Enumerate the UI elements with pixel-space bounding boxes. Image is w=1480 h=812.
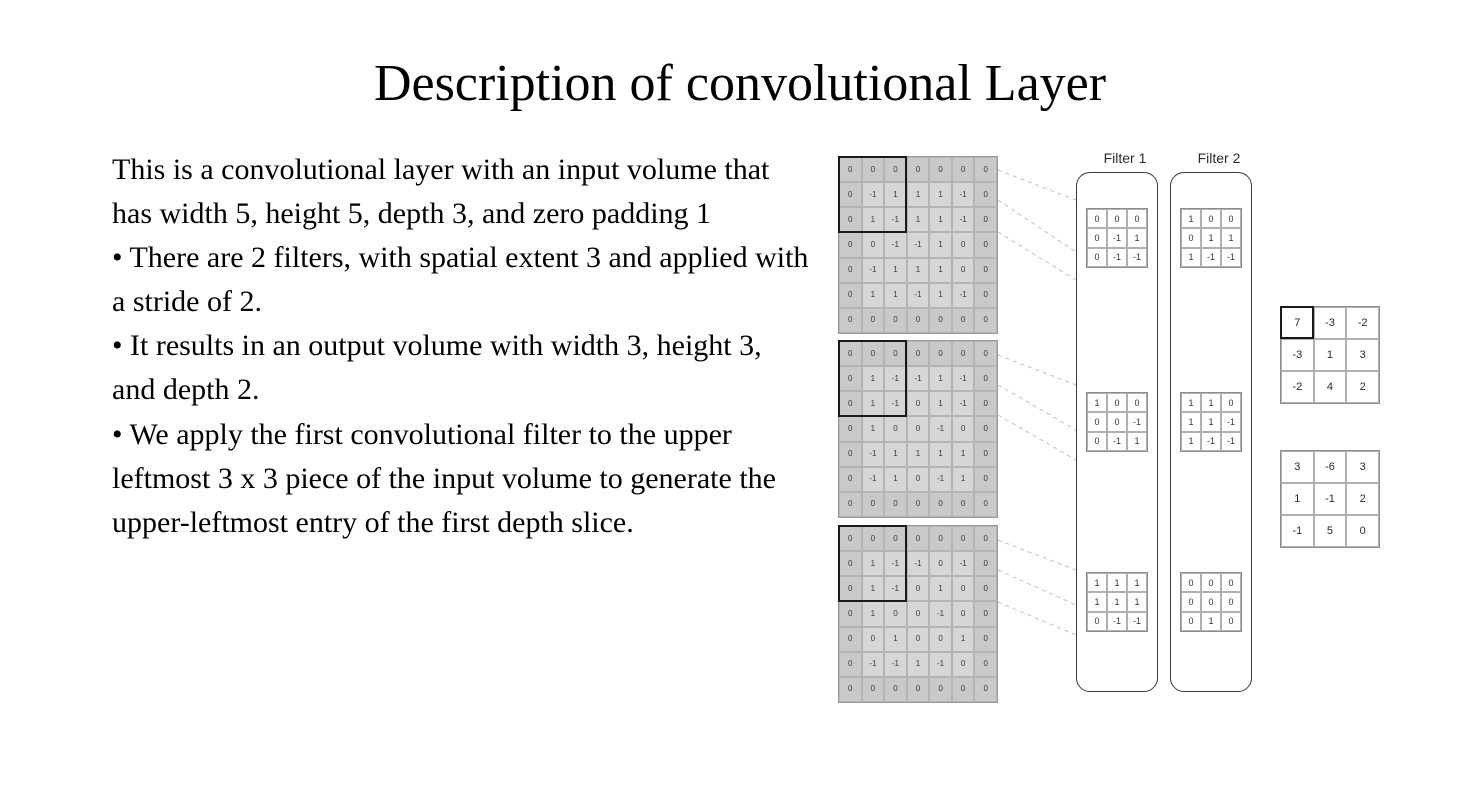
grid-cell: 0: [974, 182, 997, 207]
grid-cell: 1: [1181, 248, 1201, 267]
grid-cell: 0: [862, 677, 885, 702]
grid-cell: 0: [907, 308, 930, 333]
grid-cell: -1: [1221, 412, 1241, 431]
grid-cell: 0: [907, 526, 930, 551]
grid-cell: 1: [884, 283, 907, 308]
grid-cell: 0: [1087, 412, 1107, 431]
grid-cell: 0: [862, 526, 885, 551]
grid-cell: 0: [884, 157, 907, 182]
page-title: Description of convolutional Layer: [373, 55, 1107, 112]
grid-cell: 0: [952, 576, 975, 601]
grid-cell: -2: [1346, 307, 1379, 339]
grid-cell: -1: [862, 467, 885, 492]
grid-cell: -1: [1281, 515, 1314, 547]
grid-cell: 1: [884, 258, 907, 283]
output-slice-1: [1280, 450, 1380, 548]
grid-cell: 0: [1221, 612, 1241, 631]
grid-cell: 1: [929, 207, 952, 232]
grid-cell: 0: [839, 232, 862, 257]
grid-cell: 4: [1314, 371, 1347, 403]
filter1-kernel-1: [1086, 392, 1148, 452]
grid-cell: 0: [839, 258, 862, 283]
grid-cell: 1: [929, 442, 952, 467]
grid-cell: -3: [1314, 307, 1347, 339]
grid-cell: 0: [1087, 209, 1107, 228]
grid-cell: 0: [839, 341, 862, 366]
grid-cell: 1: [929, 576, 952, 601]
grid-cell: 0: [839, 283, 862, 308]
grid-cell: 2: [1346, 483, 1379, 515]
grid-cell: 0: [952, 232, 975, 257]
grid-cell: 1: [929, 258, 952, 283]
input-slice-1: [838, 340, 998, 518]
grid-cell: 0: [1221, 592, 1241, 611]
grid-cell: 0: [907, 627, 930, 652]
grid-cell: 1: [1127, 573, 1147, 592]
input-slice-1-grid: [838, 340, 998, 518]
grid-cell: 0: [884, 526, 907, 551]
grid-cell: 1: [1314, 339, 1347, 371]
grid-cell: 0: [862, 627, 885, 652]
grid-cell: 0: [929, 341, 952, 366]
grid-cell: 0: [929, 308, 952, 333]
grid-cell: -1: [907, 232, 930, 257]
grid-cell: 1: [1087, 592, 1107, 611]
grid-cell: -1: [862, 442, 885, 467]
grid-cell: 0: [1127, 393, 1147, 412]
grid-cell: 7: [1281, 307, 1314, 339]
grid-cell: 0: [839, 492, 862, 517]
grid-cell: 0: [839, 366, 862, 391]
grid-cell: 0: [907, 416, 930, 441]
grid-cell: 0: [884, 601, 907, 626]
grid-cell: -1: [1107, 432, 1127, 451]
grid-cell: 0: [974, 467, 997, 492]
grid-cell: -6: [1314, 451, 1347, 483]
input-slice-0-grid: [838, 156, 998, 334]
grid-cell: -1: [952, 182, 975, 207]
grid-cell: 1: [1107, 573, 1127, 592]
grid-cell: 0: [952, 601, 975, 626]
grid-cell: -1: [907, 283, 930, 308]
grid-cell: 1: [952, 467, 975, 492]
grid-cell: 0: [929, 677, 952, 702]
grid-cell: 1: [1201, 393, 1221, 412]
grid-cell: 0: [1221, 393, 1241, 412]
grid-cell: 0: [862, 341, 885, 366]
grid-cell: 0: [1087, 612, 1107, 631]
body-paragraph-3: • It results in an output volume with width 3, height 3, and depth 2.: [112, 329, 762, 407]
grid-cell: 3: [1346, 451, 1379, 483]
grid-cell: 0: [839, 601, 862, 626]
grid-cell: 1: [1181, 393, 1201, 412]
grid-cell: 0: [952, 652, 975, 677]
grid-cell: -1: [929, 601, 952, 626]
filter-2-label: Filter 2: [1197, 150, 1241, 166]
grid-cell: 0: [862, 492, 885, 517]
grid-cell: 0: [974, 442, 997, 467]
grid-cell: 1: [929, 391, 952, 416]
grid-cell: 0: [839, 207, 862, 232]
grid-cell: 0: [1087, 228, 1107, 247]
grid-cell: 1: [907, 207, 930, 232]
body-text: [112, 148, 812, 545]
grid-cell: 0: [1221, 573, 1241, 592]
grid-cell: 0: [839, 551, 862, 576]
body-paragraph-1: This is a convolutional layer with an input volume that has width 5, height 5, depth 3, and zero padding 1: [112, 153, 770, 231]
grid-cell: -1: [1221, 248, 1241, 267]
grid-cell: 0: [1087, 432, 1107, 451]
grid-cell: 0: [974, 551, 997, 576]
grid-cell: 0: [974, 232, 997, 257]
grid-cell: 1: [884, 627, 907, 652]
grid-cell: 0: [1107, 209, 1127, 228]
grid-cell: -1: [952, 366, 975, 391]
grid-cell: 1: [1201, 228, 1221, 247]
filter2-kernel-0: [1180, 208, 1242, 268]
grid-cell: 0: [1181, 592, 1201, 611]
grid-cell: -1: [1221, 432, 1241, 451]
filter-1-label: Filter 1: [1103, 150, 1147, 166]
grid-cell: -1: [1107, 612, 1127, 631]
grid-cell: 0: [907, 601, 930, 626]
grid-cell: 0: [974, 492, 997, 517]
grid-cell: 0: [907, 157, 930, 182]
grid-cell: -1: [1127, 612, 1147, 631]
grid-cell: 1: [1181, 432, 1201, 451]
grid-cell: 0: [884, 341, 907, 366]
grid-cell: 0: [974, 576, 997, 601]
grid-cell: 0: [1181, 612, 1201, 631]
grid-cell: 5: [1314, 515, 1347, 547]
grid-cell: 0: [952, 526, 975, 551]
grid-cell: 0: [907, 677, 930, 702]
grid-cell: -1: [1127, 412, 1147, 431]
grid-cell: -1: [929, 467, 952, 492]
grid-cell: 0: [907, 576, 930, 601]
grid-cell: -2: [1281, 371, 1314, 403]
grid-cell: -1: [952, 283, 975, 308]
grid-cell: 1: [1127, 228, 1147, 247]
grid-cell: 0: [952, 157, 975, 182]
grid-cell: 1: [862, 416, 885, 441]
grid-cell: -1: [952, 551, 975, 576]
grid-cell: 1: [1281, 483, 1314, 515]
grid-cell: -1: [952, 207, 975, 232]
grid-cell: 3: [1281, 451, 1314, 483]
grid-cell: 0: [974, 341, 997, 366]
input-slice-2-grid: [838, 525, 998, 703]
grid-cell: 0: [1107, 393, 1127, 412]
filter1-kernel-2: [1086, 572, 1148, 632]
grid-cell: 1: [929, 366, 952, 391]
grid-cell: 1: [1201, 412, 1221, 431]
body-paragraph-4: • We apply the first convolutional filter to the upper leftmost 3 x 3 piece of the input volume to generate the upper-leftmost entry of the first depth slice.: [112, 417, 776, 539]
grid-cell: 1: [862, 576, 885, 601]
grid-cell: -3: [1281, 339, 1314, 371]
grid-cell: 1: [862, 283, 885, 308]
grid-cell: 1: [907, 182, 930, 207]
grid-cell: 0: [952, 258, 975, 283]
grid-cell: 0: [839, 182, 862, 207]
grid-cell: 0: [1201, 573, 1221, 592]
grid-cell: 0: [952, 341, 975, 366]
grid-cell: 0: [1201, 209, 1221, 228]
grid-cell: 0: [974, 157, 997, 182]
grid-cell: 0: [1201, 592, 1221, 611]
grid-cell: 0: [929, 157, 952, 182]
grid-cell: 1: [929, 283, 952, 308]
grid-cell: 0: [884, 308, 907, 333]
grid-cell: -1: [929, 416, 952, 441]
grid-cell: 0: [974, 627, 997, 652]
grid-cell: 0: [1346, 515, 1379, 547]
grid-cell: -1: [862, 182, 885, 207]
grid-cell: 1: [862, 601, 885, 626]
grid-cell: 0: [839, 576, 862, 601]
grid-cell: 1: [862, 207, 885, 232]
grid-cell: 1: [1181, 412, 1201, 431]
input-slice-0: [838, 156, 998, 334]
grid-cell: 1: [1107, 592, 1127, 611]
grid-cell: 0: [839, 677, 862, 702]
grid-cell: 0: [952, 308, 975, 333]
grid-cell: 0: [929, 551, 952, 576]
grid-cell: 1: [862, 391, 885, 416]
grid-cell: 0: [974, 366, 997, 391]
grid-cell: -1: [1201, 432, 1221, 451]
filter2-kernel-2: [1180, 572, 1242, 632]
grid-cell: 1: [907, 442, 930, 467]
grid-cell: 1: [884, 182, 907, 207]
grid-cell: 0: [839, 442, 862, 467]
grid-cell: 0: [839, 467, 862, 492]
grid-cell: 0: [974, 677, 997, 702]
grid-cell: 1: [1127, 592, 1147, 611]
grid-cell: 1: [1127, 432, 1147, 451]
grid-cell: 0: [839, 416, 862, 441]
filter1-kernel-0: [1086, 208, 1148, 268]
grid-cell: 0: [884, 677, 907, 702]
grid-cell: -1: [884, 551, 907, 576]
grid-cell: 1: [952, 627, 975, 652]
grid-cell: -1: [862, 258, 885, 283]
grid-cell: 0: [1127, 209, 1147, 228]
grid-cell: 0: [884, 492, 907, 517]
grid-cell: 1: [884, 467, 907, 492]
grid-cell: 0: [907, 341, 930, 366]
grid-cell: 1: [884, 442, 907, 467]
grid-cell: 0: [839, 652, 862, 677]
grid-cell: 1: [952, 442, 975, 467]
grid-cell: 0: [974, 258, 997, 283]
grid-cell: 1: [1221, 228, 1241, 247]
grid-cell: 0: [1221, 209, 1241, 228]
grid-cell: 0: [974, 416, 997, 441]
grid-cell: 0: [862, 308, 885, 333]
grid-cell: 1: [1201, 612, 1221, 631]
grid-cell: -1: [929, 652, 952, 677]
grid-cell: 1: [862, 551, 885, 576]
grid-cell: -1: [1107, 248, 1127, 267]
grid-cell: 0: [974, 391, 997, 416]
grid-cell: 0: [839, 157, 862, 182]
grid-cell: 0: [929, 627, 952, 652]
grid-cell: 0: [839, 391, 862, 416]
grid-cell: 0: [1087, 248, 1107, 267]
convolution-diagram: [826, 140, 1466, 710]
grid-cell: 1: [907, 258, 930, 283]
grid-cell: 0: [929, 526, 952, 551]
grid-cell: 0: [907, 391, 930, 416]
grid-cell: 0: [974, 308, 997, 333]
grid-cell: 1: [1087, 393, 1107, 412]
grid-cell: 1: [929, 232, 952, 257]
grid-cell: 0: [974, 207, 997, 232]
output-slice-0: [1280, 306, 1380, 404]
grid-cell: 1: [862, 366, 885, 391]
grid-cell: 0: [862, 232, 885, 257]
grid-cell: -1: [884, 232, 907, 257]
grid-cell: -1: [1314, 483, 1347, 515]
grid-cell: 1: [907, 652, 930, 677]
grid-cell: 0: [839, 627, 862, 652]
grid-cell: 0: [952, 677, 975, 702]
grid-cell: 0: [974, 526, 997, 551]
grid-cell: 0: [1107, 412, 1127, 431]
grid-cell: 0: [839, 526, 862, 551]
grid-cell: -1: [884, 207, 907, 232]
grid-cell: 2: [1346, 371, 1379, 403]
grid-cell: 0: [929, 492, 952, 517]
grid-cell: -1: [1107, 228, 1127, 247]
grid-cell: 0: [884, 416, 907, 441]
grid-cell: 0: [907, 467, 930, 492]
grid-cell: -1: [884, 576, 907, 601]
grid-cell: 1: [1087, 573, 1107, 592]
grid-cell: 0: [1181, 573, 1201, 592]
grid-cell: 0: [862, 157, 885, 182]
grid-cell: -1: [884, 391, 907, 416]
grid-cell: 0: [952, 492, 975, 517]
grid-cell: -1: [952, 391, 975, 416]
grid-cell: 3: [1346, 339, 1379, 371]
grid-cell: -1: [884, 366, 907, 391]
grid-cell: 0: [839, 308, 862, 333]
grid-cell: -1: [862, 652, 885, 677]
grid-cell: -1: [907, 551, 930, 576]
grid-cell: 0: [907, 492, 930, 517]
filter2-kernel-1: [1180, 392, 1242, 452]
body-paragraph-2: • There are 2 filters, with spatial extent 3 and applied with a stride of 2.: [112, 241, 809, 319]
grid-cell: -1: [1201, 248, 1221, 267]
grid-cell: 0: [1181, 228, 1201, 247]
grid-cell: 0: [974, 283, 997, 308]
grid-cell: -1: [1127, 248, 1147, 267]
grid-cell: -1: [884, 652, 907, 677]
grid-cell: 0: [974, 652, 997, 677]
grid-cell: 1: [929, 182, 952, 207]
grid-cell: 0: [952, 416, 975, 441]
grid-cell: 1: [1181, 209, 1201, 228]
grid-cell: 0: [974, 601, 997, 626]
grid-cell: -1: [907, 366, 930, 391]
input-slice-2: [838, 525, 998, 703]
